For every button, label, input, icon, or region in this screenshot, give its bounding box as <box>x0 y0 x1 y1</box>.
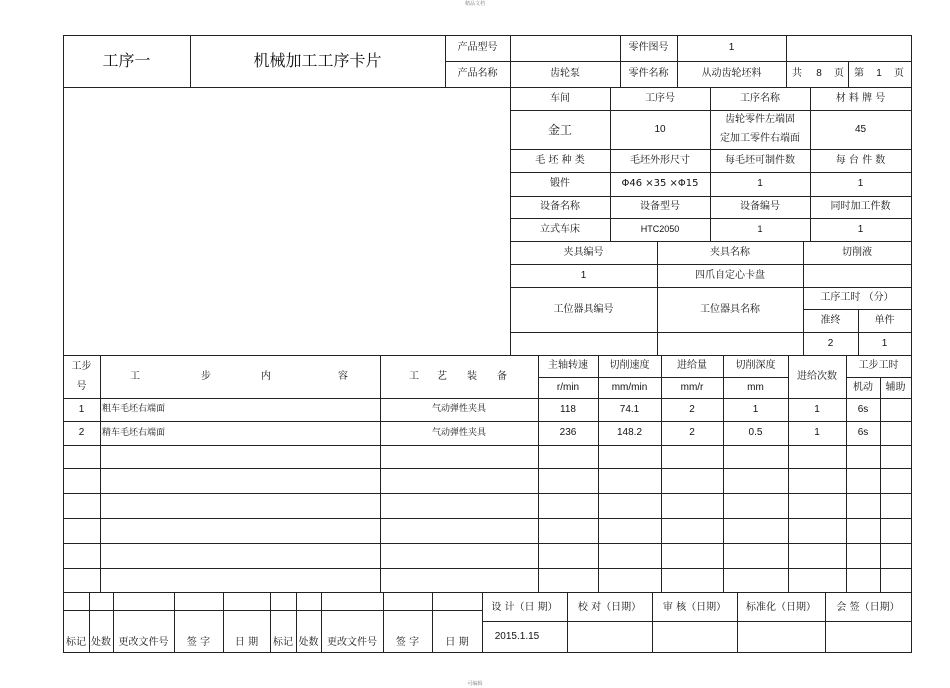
step-feed-count: 1 <box>814 427 820 438</box>
card-title: 机械加工工序卡片 <box>253 51 382 70</box>
cut-speed-unit: mm/min <box>611 381 648 393</box>
equip-header-char: 工 <box>409 370 419 382</box>
equip-name-label: 设备名称 <box>540 201 580 212</box>
equip-no-value: 1 <box>757 224 763 234</box>
unit-time-value: 1 <box>881 337 888 349</box>
process-name-value-line1: 齿轮零件左端固 <box>725 114 795 125</box>
blank-size-value: Φ46 ×35 ×Φ15 <box>621 178 699 189</box>
step-machine-time: 6s <box>857 427 869 438</box>
process-time-label: 工序工时 （分） <box>820 292 894 303</box>
per-blank-value: 1 <box>757 178 763 189</box>
per-machine-label: 每 台 件 数 <box>835 154 886 166</box>
step-feed: 2 <box>689 427 695 438</box>
spindle-speed-unit: r/min <box>556 381 580 393</box>
equip-model-value: HTC2050 <box>640 224 680 234</box>
product-name-label: 产品名称 <box>457 68 498 79</box>
product-model-label: 产品型号 <box>457 42 498 53</box>
equip-model-label: 设备型号 <box>640 201 680 212</box>
product-name-value: 齿轮泵 <box>550 68 580 79</box>
feed-unit: mm/r <box>680 381 704 393</box>
blank-type-label: 毛 坯 种 类 <box>535 154 585 166</box>
cut-speed-header: 切削速度 <box>609 360 650 371</box>
content-header-char: 步 <box>201 370 211 382</box>
step-equipment: 气动弹性夹具 <box>431 427 486 438</box>
content-header-char: 内 <box>261 370 271 382</box>
fixture-no-label: 夹具编号 <box>563 246 604 258</box>
fixture-no-value: 1 <box>580 269 587 281</box>
feed-count-header: 进给次数 <box>797 370 837 382</box>
unit-time-label: 单件 <box>874 314 895 326</box>
watermark-top: 精品文档 <box>464 0 485 7</box>
revision-date-label: 日 期 <box>234 637 259 648</box>
step-machine-time: 6s <box>857 403 869 415</box>
machine-time-header: 机动 <box>853 381 873 393</box>
spindle-speed-header: 主轴转速 <box>548 360 588 371</box>
standardization-label: 标准化（日期） <box>746 601 816 613</box>
check-label: 校 对（日期） <box>577 601 642 613</box>
revision-mark-label: 标记 <box>273 637 293 648</box>
equip-header-char: 艺 <box>437 370 447 382</box>
revision-sign-label: 签 字 <box>186 637 211 648</box>
review-label: 审 核（日期） <box>662 601 727 613</box>
step-no: 1 <box>78 403 85 415</box>
step-depth: 0.5 <box>748 427 763 438</box>
fixture-name-value: 四爪自定心卡盘 <box>695 269 765 281</box>
process-no-label: 工序号 <box>645 92 675 104</box>
prep-time-value: 2 <box>827 337 834 349</box>
content-header-char: 工 <box>130 370 140 382</box>
step-feed: 2 <box>689 403 695 415</box>
page-unit: 页 <box>834 68 844 79</box>
step-depth: 1 <box>752 403 759 415</box>
workshop-label: 车间 <box>550 92 570 104</box>
step-feed-count: 1 <box>814 403 820 415</box>
countersign-label: 会 签（日期） <box>836 601 900 613</box>
process-name-label: 工序名称 <box>740 92 780 104</box>
aux-time-header: 辅助 <box>885 381 906 393</box>
design-label: 设 计（日 期） <box>491 601 558 613</box>
coolant-label: 切削液 <box>842 246 872 258</box>
fixture-name-label: 夹具名称 <box>710 246 750 258</box>
station-tool-name-label: 工位器具名称 <box>700 303 760 315</box>
process-number: 工序一 <box>102 51 151 70</box>
page-number: 1 <box>876 68 882 79</box>
product-model-value <box>510 35 620 61</box>
part-drawing-no-value: 1 <box>728 42 735 53</box>
coolant-value <box>803 264 911 287</box>
revision-count-label: 处数 <box>298 637 319 648</box>
material-label: 材 料 牌 号 <box>835 92 886 104</box>
simul-count-value: 1 <box>857 223 864 235</box>
step-equipment: 气动弹性夹具 <box>431 404 486 414</box>
step-spindle-speed: 118 <box>560 403 576 415</box>
step-cut-speed: 74.1 <box>619 403 640 415</box>
depth-unit: mm <box>747 381 764 393</box>
part-name-label: 零件名称 <box>628 68 669 79</box>
revision-mark-label: 标记 <box>66 637 86 648</box>
step-content: 粗车毛坯右端面 <box>102 404 166 414</box>
equip-header-char: 备 <box>497 370 507 382</box>
step-no: 2 <box>78 427 85 438</box>
part-name-value: 从动齿轮坯料 <box>701 68 762 79</box>
station-tool-no-label: 工位器具编号 <box>553 303 614 315</box>
equip-name-value: 立式车床 <box>540 223 580 235</box>
watermark-bottom: 可编辑 <box>467 680 483 687</box>
content-header-char: 容 <box>338 370 348 382</box>
page-label: 第 <box>854 68 864 79</box>
step-no-header-line2: 号 <box>76 381 87 392</box>
revision-date-label: 日 期 <box>445 637 469 648</box>
process-name-value-line2: 定加工零件右端面 <box>720 133 800 144</box>
step-spindle-speed: 236 <box>559 427 577 438</box>
per-blank-label: 每毛坯可制件数 <box>725 154 795 166</box>
equip-no-label: 设备编号 <box>740 201 780 212</box>
revision-doc-label: 更改文件号 <box>327 637 377 648</box>
step-time-header: 工步工时 <box>858 360 899 371</box>
step-content: 精车毛坯右端面 <box>102 427 166 438</box>
revision-sign-label: 签 字 <box>395 637 420 648</box>
step-no-header-line1: 工步 <box>71 361 92 372</box>
page-unit: 页 <box>894 68 904 79</box>
revision-doc-label: 更改文件号 <box>118 637 169 648</box>
material-value: 45 <box>854 123 867 135</box>
blank-type-value: 锻件 <box>550 178 570 189</box>
feed-header: 进给量 <box>677 360 707 371</box>
design-date: 2015.1.15 <box>494 631 540 642</box>
per-machine-value: 1 <box>857 178 864 189</box>
part-drawing-no-label: 零件图号 <box>628 42 669 53</box>
depth-header: 切削深度 <box>735 360 776 371</box>
step-cut-speed: 148.2 <box>616 427 643 438</box>
total-pages: 8 <box>816 68 822 79</box>
blank-size-label: 毛坯外形尺寸 <box>630 154 690 166</box>
process-no-value: 10 <box>654 123 666 135</box>
workshop-value: 金工 <box>547 122 572 137</box>
total-label: 共 <box>792 68 802 79</box>
revision-count-label: 处数 <box>91 637 111 648</box>
equip-header-char: 装 <box>467 370 477 382</box>
simul-count-label: 同时加工件数 <box>830 201 891 212</box>
prep-time-label: 准终 <box>820 314 841 326</box>
